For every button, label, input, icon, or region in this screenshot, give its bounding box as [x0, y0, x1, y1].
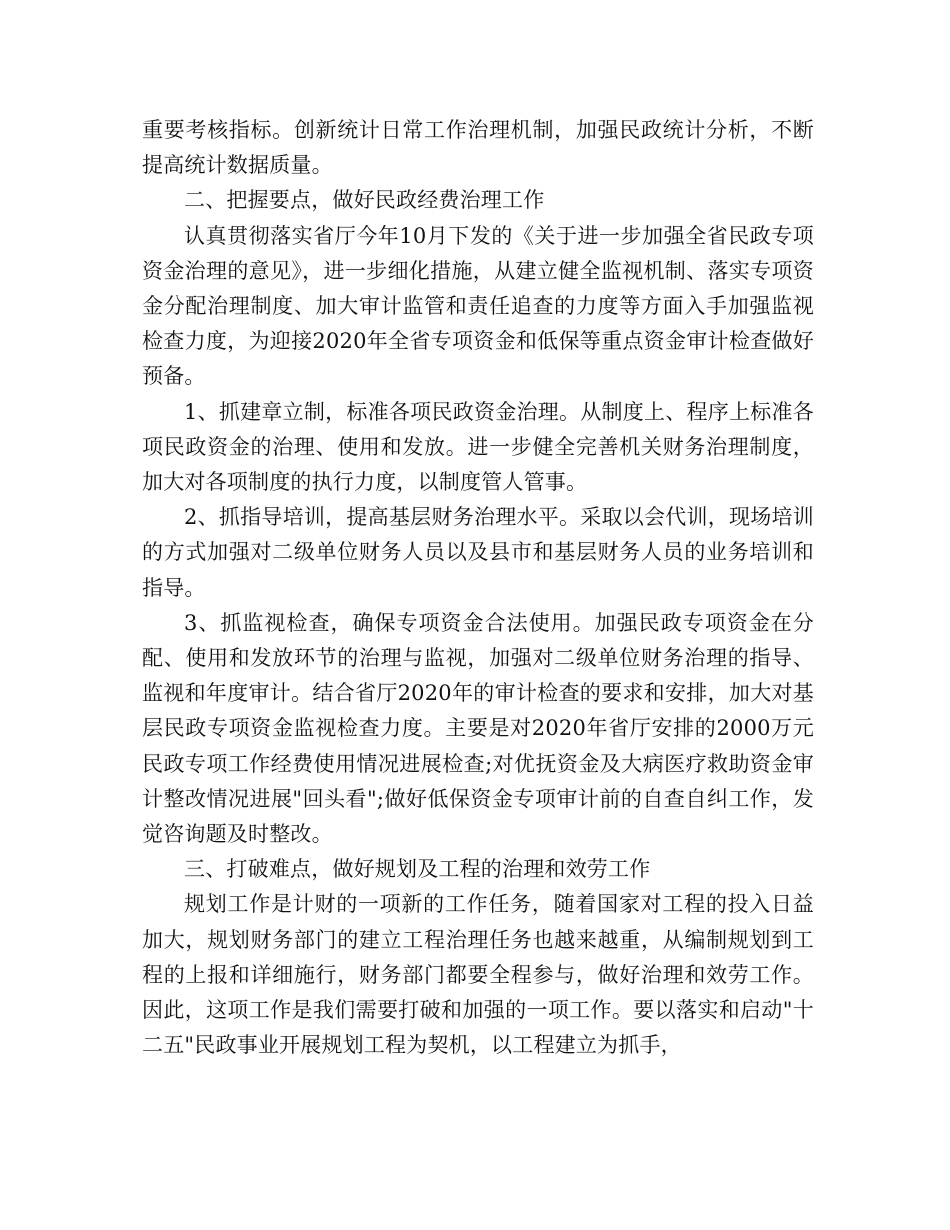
paragraph-continuation: 重要考核指标。创新统计日常工作治理机制，加强民政统计分析，不断提高统计数据质量。	[142, 118, 814, 178]
paragraph-item-3: 3、抓监视检查，确保专项资金合法使用。加强民政专项资金在分配、使用和发放环节的治理与监视，加强对二级单位财务治理的指导、监视和年度审计。结合省厅2020年的审计检查的要求和安排，加大对基层民政专项资金监视检查力度。主要是对2020年省厅安排的2000万元民政专项工作经费使用情况进展检查;对优抚资金及大病医疗救助资金审计整改情况进展"回头看";做好低保资金专项审计前的自查自纠工作，发觉咨询题及时整改。	[142, 610, 814, 847]
paragraph-funds-policy: 认真贯彻落实省厅今年10月下发的《关于进一步加强全省民政专项资金治理的意见》，进一步细化措施，从建立健全监视机制、落实专项资金分配治理制度、加大审计监管和责任追查的力度等方面入手加强监视检查力度，为迎接2020年全省专项资金和低保等重点资金审计检查做好预备。	[142, 223, 814, 389]
section-heading-2: 二、把握要点，做好民政经费治理工作	[184, 188, 545, 213]
section-heading-3: 三、打破难点，做好规划及工程的治理和效劳工作	[184, 857, 651, 882]
paragraph-item-2: 2、抓指导培训，提高基层财务治理水平。采取以会代训，现场培训的方式加强对二级单位财务人员以及县市和基层财务人员的业务培训和指导。	[142, 505, 814, 600]
paragraph-item-1: 1、抓建章立制，标准各项民政资金治理。从制度上、程序上标准各项民政资金的治理、使用和发放。进一步健全完善机关财务治理制度，加大对各项制度的执行力度，以制度管人管事。	[142, 399, 814, 495]
document-page	[142, 113, 814, 1063]
paragraph-planning: 规划工作是计财的一项新的工作任务，随着国家对工程的投入日益加大，规划财务部门的建立工程治理任务也越来越重，从编制规划到工程的上报和详细施行，财务部门都要全程参与，做好治理和效劳工作。因此，这项工作是我们需要打破和加强的一项工作。要以落实和启动"十二五"民政事业开展规划工程为契机，以工程建立为抓手，	[142, 892, 814, 1058]
